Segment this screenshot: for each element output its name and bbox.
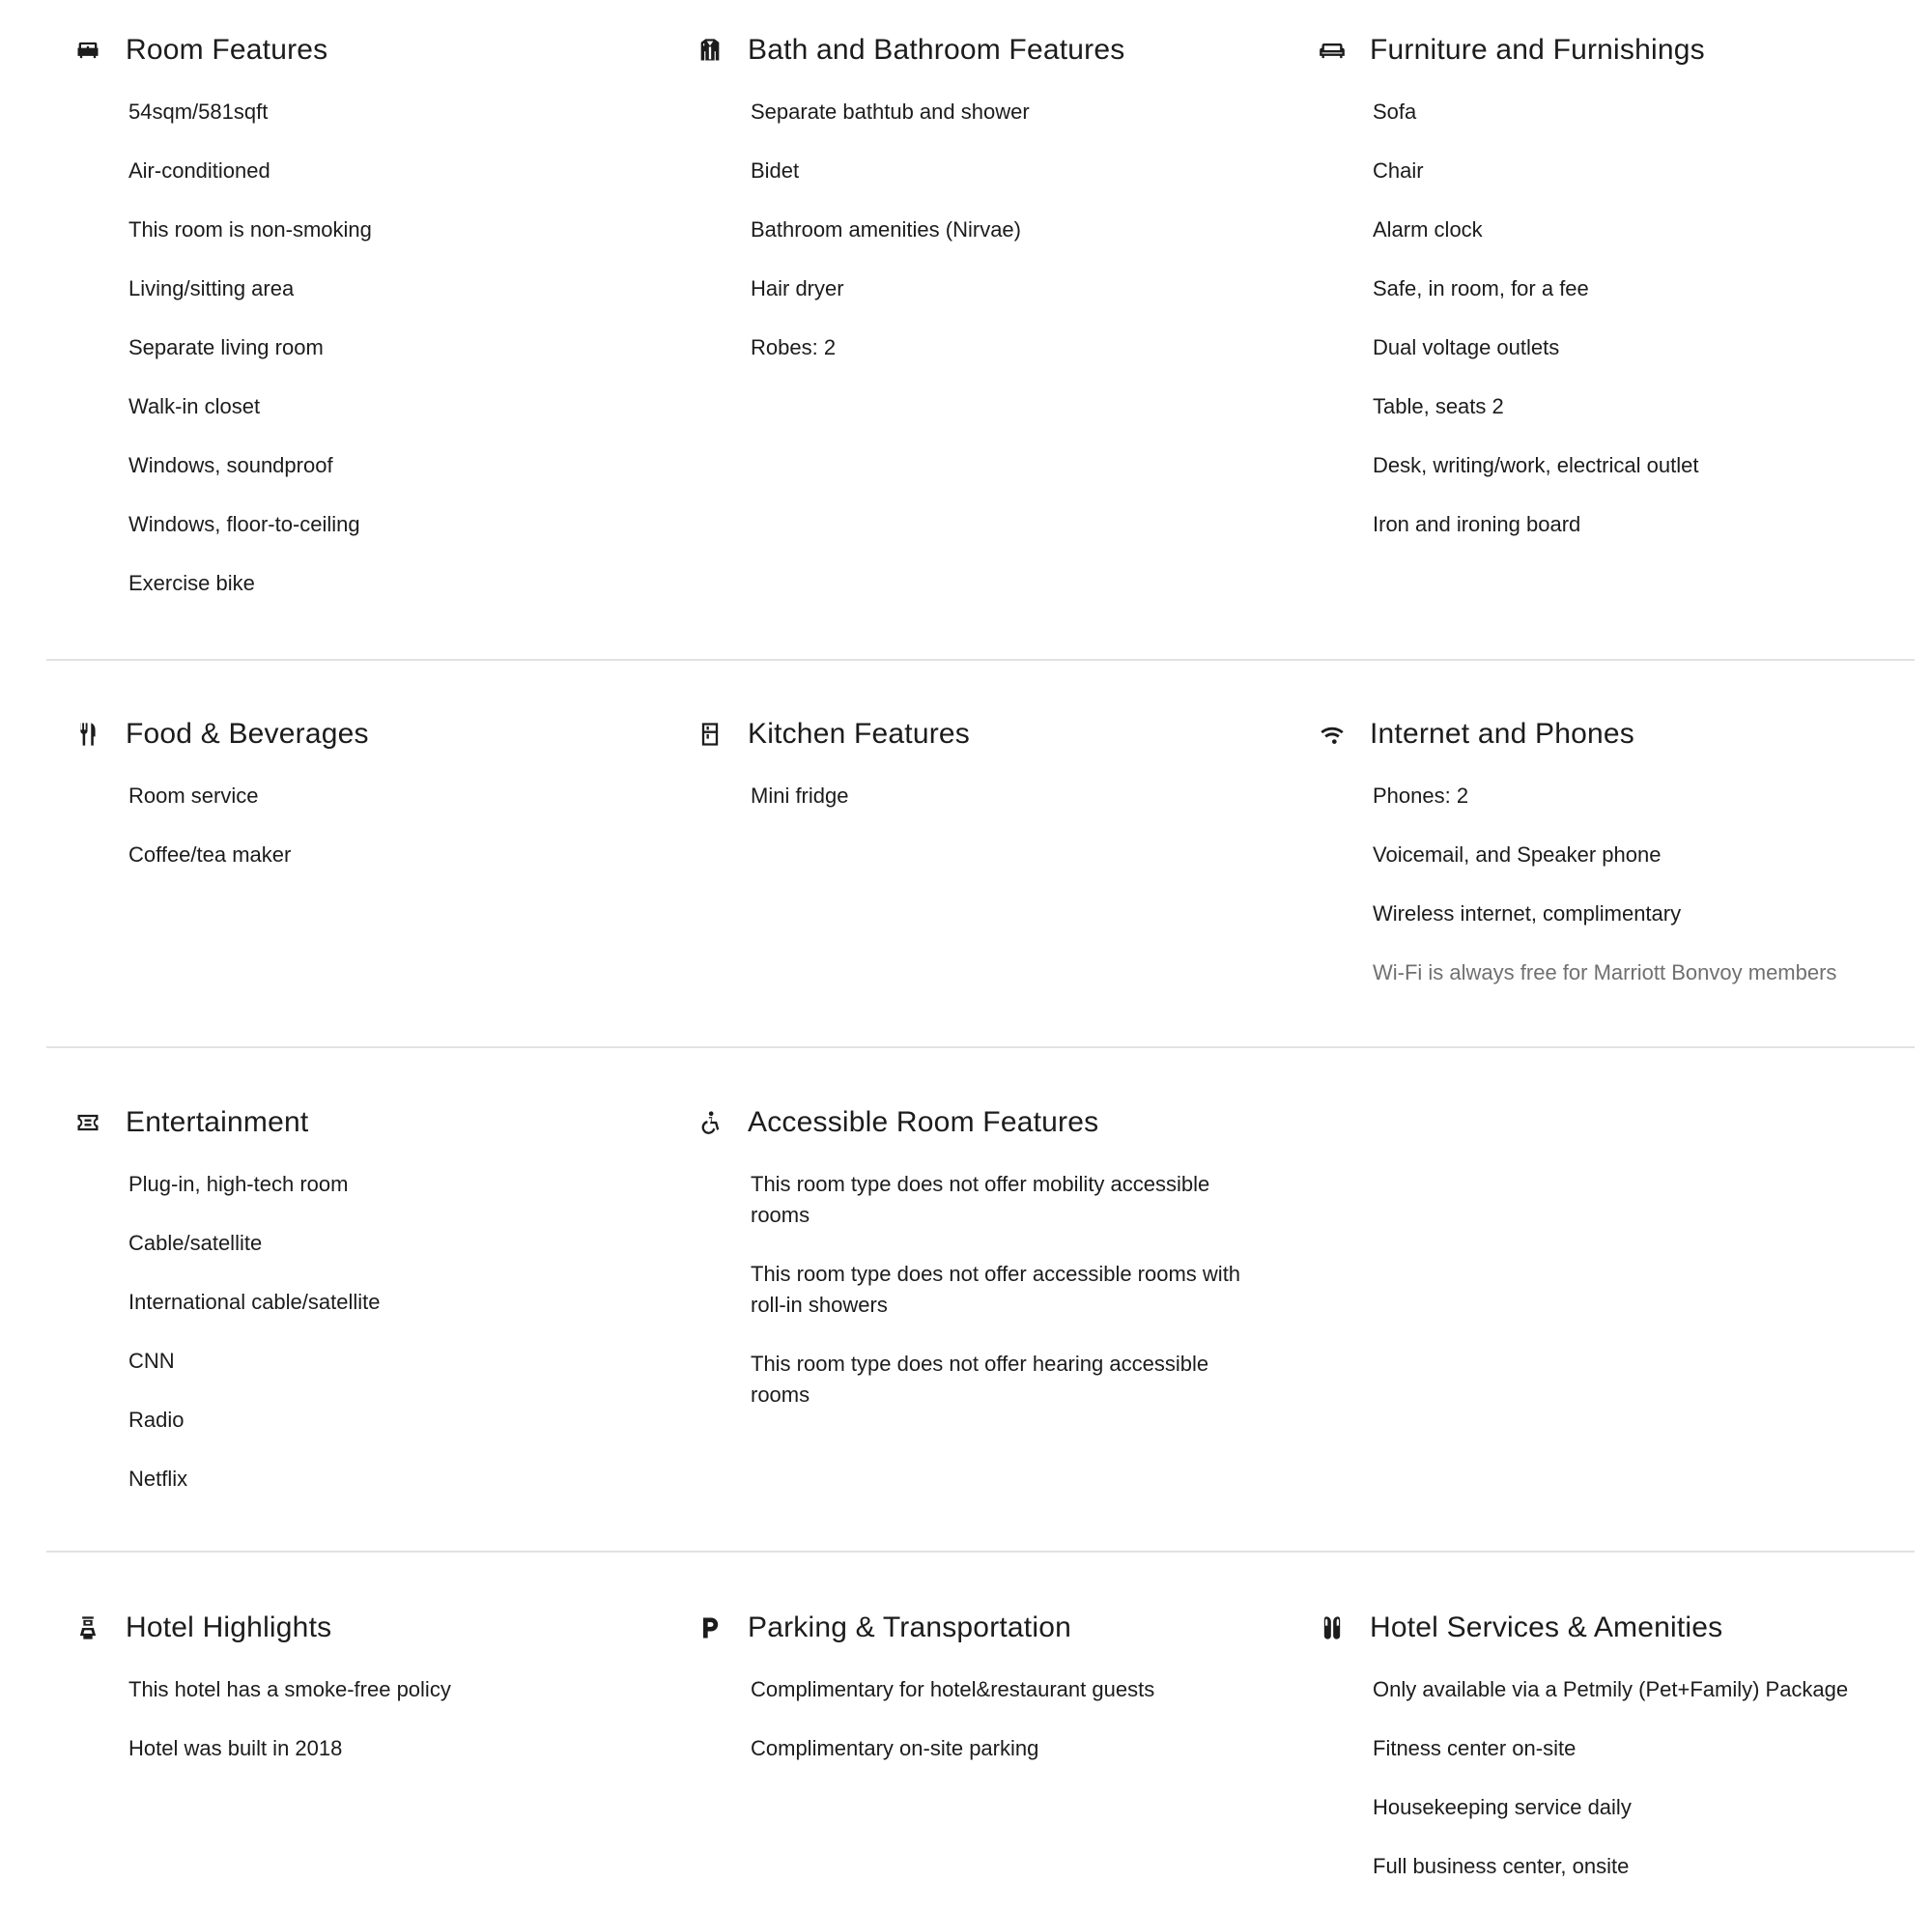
list-item: This room is non-smoking (128, 217, 372, 242)
room-features-list (128, 97, 650, 627)
list-item: Hair dryer (751, 276, 844, 300)
entertainment-column (73, 1099, 614, 1491)
list-item: Dual voltage outlets (1373, 335, 1560, 359)
list-item: Safe, in room, for a fee (1373, 276, 1589, 300)
list-item: Only available via a Petmily (Pet+Family) Package (1373, 1677, 1849, 1701)
list-item: Iron and ironing board (1373, 512, 1581, 536)
sofa-icon (1318, 36, 1347, 65)
entertainment-list (128, 1169, 650, 1523)
list-item: Housekeeping service daily (1373, 1795, 1632, 1819)
list-item: Radio (128, 1408, 185, 1432)
section-title: Bath and Bathroom Features (748, 34, 1125, 66)
list-item: Sofa (1373, 100, 1417, 124)
food-beverages-list (128, 781, 650, 898)
parking-list (751, 1674, 1272, 1792)
parking-icon (696, 1613, 724, 1642)
internet-phones-header (1318, 711, 1859, 757)
accessible-features-list (751, 1169, 1263, 1439)
list-item: Bathroom amenities (Nirvae) (751, 217, 1021, 242)
list-item: 54sqm/581sqft (128, 100, 269, 124)
section-title: Parking & Transportation (748, 1611, 1071, 1643)
room-features-header (73, 27, 614, 73)
list-item: This room type does not offer mobility accessible rooms (751, 1172, 1210, 1227)
bellhop-icon (73, 1613, 102, 1642)
entertainment-header (73, 1099, 614, 1146)
amenities-section-1 (46, 27, 1915, 626)
bath-features-list (751, 97, 1272, 391)
list-item: Desk, writing/work, electrical outlet (1373, 453, 1699, 477)
list-item: This room type does not offer hearing accessible rooms (751, 1352, 1209, 1407)
list-item: Complimentary for hotel&restaurant guests (751, 1677, 1155, 1701)
section-title: Hotel Highlights (126, 1611, 332, 1643)
hotel-services-column (1318, 1605, 1859, 1878)
section-title: Hotel Services & Amenities (1370, 1611, 1723, 1643)
bath-features-column (696, 27, 1236, 359)
slippers-icon (1318, 1613, 1347, 1642)
list-item: Separate bathtub and shower (751, 100, 1030, 124)
list-item: Windows, soundproof (128, 453, 333, 477)
section-divider (46, 1551, 1915, 1553)
hotel-highlights-header (73, 1605, 614, 1651)
accessible-features-header (696, 1099, 1236, 1146)
food-beverages-header (73, 711, 614, 757)
section-title: Room Features (126, 34, 328, 66)
kitchen-features-header (696, 711, 1236, 757)
section-title: Food & Beverages (126, 718, 369, 750)
robe-icon (696, 36, 724, 65)
list-item: Table, seats 2 (1373, 394, 1504, 418)
list-item: Windows, floor-to-ceiling (128, 512, 360, 536)
list-item: Alarm clock (1373, 217, 1483, 242)
list-item: Fitness center on-site (1373, 1736, 1577, 1760)
amenities-section-3 (46, 1099, 1915, 1515)
hotel-highlights-list (128, 1674, 650, 1792)
list-item: Complimentary on-site parking (751, 1736, 1039, 1760)
accessible-features-column (696, 1099, 1241, 1407)
bath-features-header (696, 27, 1236, 73)
internet-phones-list (1373, 781, 1894, 1016)
list-item: Wireless internet, complimentary (1373, 901, 1682, 926)
parking-column (696, 1605, 1236, 1760)
list-item: Bidet (751, 158, 800, 183)
list-item: Robes: 2 (751, 335, 837, 359)
section-title: Accessible Room Features (748, 1106, 1099, 1138)
kitchen-features-column (696, 711, 1236, 808)
kitchen-features-list (751, 781, 1272, 840)
section-title: Internet and Phones (1370, 718, 1635, 750)
ticket-icon (73, 1108, 102, 1137)
furniture-header (1318, 27, 1859, 73)
parking-header (696, 1605, 1236, 1651)
list-item: Chair (1373, 158, 1424, 183)
amenities-section-2 (46, 711, 1915, 1001)
list-item: Mini fridge (751, 784, 849, 808)
list-item: Separate living room (128, 335, 324, 359)
room-features-column (73, 27, 614, 595)
internet-phones-column (1318, 711, 1859, 984)
list-item: Coffee/tea maker (128, 842, 292, 867)
amenities-section-4 (46, 1605, 1915, 1886)
hotel-highlights-column (73, 1605, 614, 1760)
food-beverages-column (73, 711, 614, 867)
list-item: Phones: 2 (1373, 784, 1469, 808)
section-title: Entertainment (126, 1106, 309, 1138)
list-item: CNN (128, 1349, 175, 1373)
list-item: Exercise bike (128, 571, 255, 595)
list-item: International cable/satellite (128, 1290, 381, 1314)
list-item: Netflix (128, 1467, 188, 1491)
hotel-services-header (1318, 1605, 1859, 1651)
wheelchair-icon (696, 1108, 724, 1137)
wifi-note: Wi-Fi is always free for Marriott Bonvoy members (1373, 960, 1837, 984)
fridge-icon (696, 720, 724, 749)
list-item: Room service (128, 784, 259, 808)
hotel-services-list (1373, 1674, 1932, 1910)
section-divider (46, 1046, 1915, 1048)
list-item: Full business center, onsite (1373, 1854, 1630, 1878)
wifi-icon (1318, 720, 1347, 749)
list-item: Plug-in, high-tech room (128, 1172, 349, 1196)
list-item: Cable/satellite (128, 1231, 263, 1255)
list-item: This room type does not offer accessible rooms with roll-in showers (751, 1262, 1241, 1317)
section-divider (46, 659, 1915, 661)
furniture-column (1318, 27, 1859, 536)
list-item: Walk-in closet (128, 394, 261, 418)
list-item: Air-conditioned (128, 158, 270, 183)
list-item: Living/sitting area (128, 276, 295, 300)
section-title: Kitchen Features (748, 718, 970, 750)
list-item: Voicemail, and Speaker phone (1373, 842, 1662, 867)
bed-icon (73, 36, 102, 65)
list-item: This hotel has a smoke-free policy (128, 1677, 451, 1701)
section-title: Furniture and Furnishings (1370, 34, 1705, 66)
fork-knife-icon (73, 720, 102, 749)
list-item: Hotel was built in 2018 (128, 1736, 343, 1760)
furniture-list (1373, 97, 1894, 568)
